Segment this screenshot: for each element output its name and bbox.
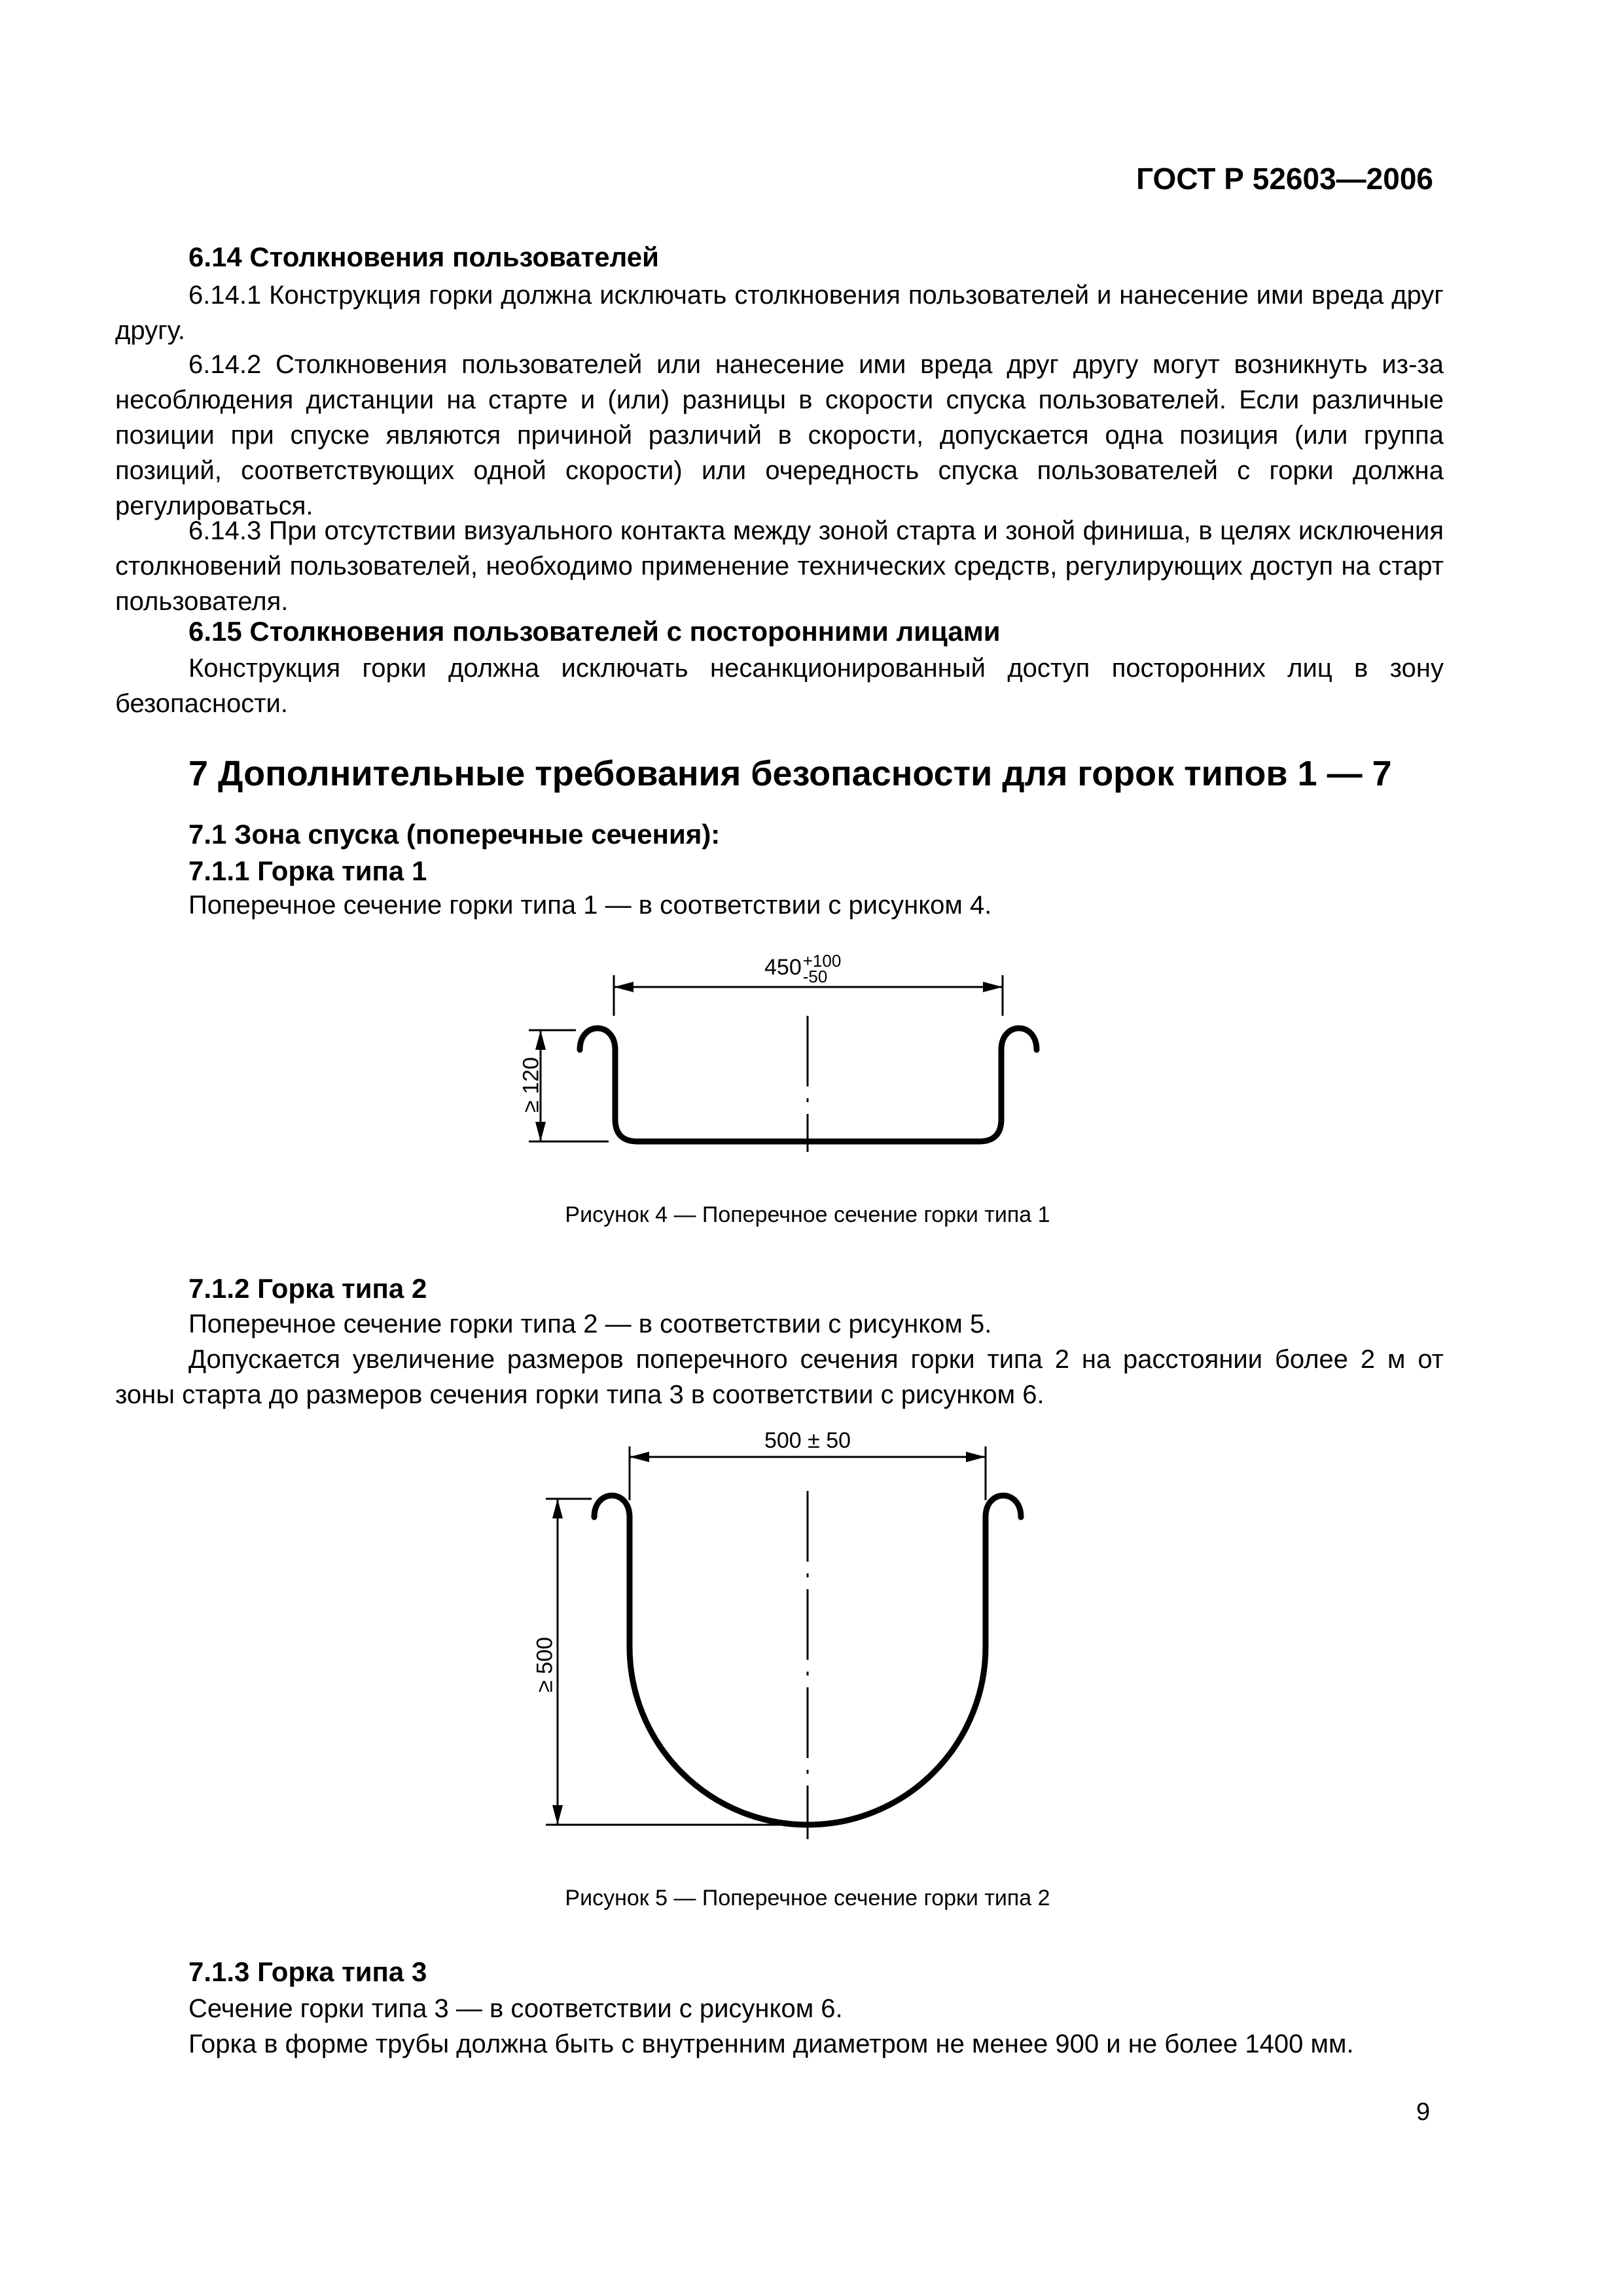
paragraph-6-14-2: 6.14.2 Столкновения пользователей или нанесение ими вреда друг другу могут возникнуть из-за несоблюдения дистанции на старте и (или) разницы в скорости спуска пользователей. Если различные позиции при спуске являются причиной различий в скорости, допускается одна позиция (или группа позиций, соответствующих одной скорости) или очередность спуска пользователей с горки должна регулироваться.	[115, 350, 1444, 520]
paragraph-7-1-3-2: Горка в форме трубы должна быть с внутренним диаметром не менее 900 и не более 1400 мм.	[188, 2030, 1354, 2058]
figure-5-height-label: ≥ 500	[532, 1637, 558, 1693]
figure-4-tol-lower: -50	[802, 967, 828, 986]
document-header: ГОСТ Р 52603—2006	[1136, 162, 1433, 196]
section-7-1-1-title: 7.1.1 Горка типа 1	[188, 855, 427, 886]
paragraph-6-14-1: 6.14.1 Конструкция горки должна исключать столкновения пользователей и нанесение ими вреда друг другу.	[115, 281, 1444, 345]
figure-4-height-label: ≥ 120	[518, 1057, 544, 1113]
figure-5-caption: Рисунок 5 — Поперечное сечение горки типа 2	[565, 1886, 1050, 1910]
figure-4-tol-upper: +100	[802, 951, 842, 971]
figure-5-width-label: 500 ± 50	[764, 1428, 851, 1453]
paragraph-7-1-3-1: Сечение горки типа 3 — в соответствии с рисунком 6.	[188, 1994, 843, 2023]
section-7-1-title: 7.1 Зона спуска (поперечные сечения):	[188, 819, 721, 850]
section-7-1-2-title: 7.1.2 Горка типа 2	[188, 1273, 427, 1304]
section-6-15-title: 6.15 Столкновения пользователей с посторонними лицами	[188, 616, 1001, 647]
figure-4-width-nominal: 450	[764, 954, 802, 980]
section-7-title: 7 Дополнительные требования безопасности для горок типов 1 — 7	[188, 754, 1392, 793]
figure-4-caption: Рисунок 4 — Поперечное сечение горки типа 1	[565, 1202, 1050, 1227]
paragraph-7-1-2-1: Поперечное сечение горки типа 2 — в соответствии с рисунком 5.	[188, 1310, 992, 1338]
paragraph-6-14-3: 6.14.3 При отсутствии визуального контакта между зоной старта и зоной финиша, в целях исключения столкновений пользователей, необходимо применение технических средств, регулирующих доступ на старт пользователя.	[115, 516, 1444, 616]
section-6-14-title: 6.14 Столкновения пользователей	[188, 242, 659, 272]
paragraph-7-1-2-2: Допускается увеличение размеров поперечного сечения горки типа 2 на расстоянии более 2 м от зоны старта до размеров сечения горки типа 3 в соответствии с рисунком 6.	[115, 1345, 1444, 1409]
section-7-1-3-title: 7.1.3 Горка типа 3	[188, 1956, 427, 1987]
paragraph-7-1-1: Поперечное сечение горки типа 1 — в соответствии с рисунком 4.	[188, 891, 992, 920]
paragraph-6-15: Конструкция горки должна исключать несанкционированный доступ посторонних лиц в зону безопасности.	[115, 654, 1444, 718]
page-number: 9	[1416, 2098, 1431, 2126]
